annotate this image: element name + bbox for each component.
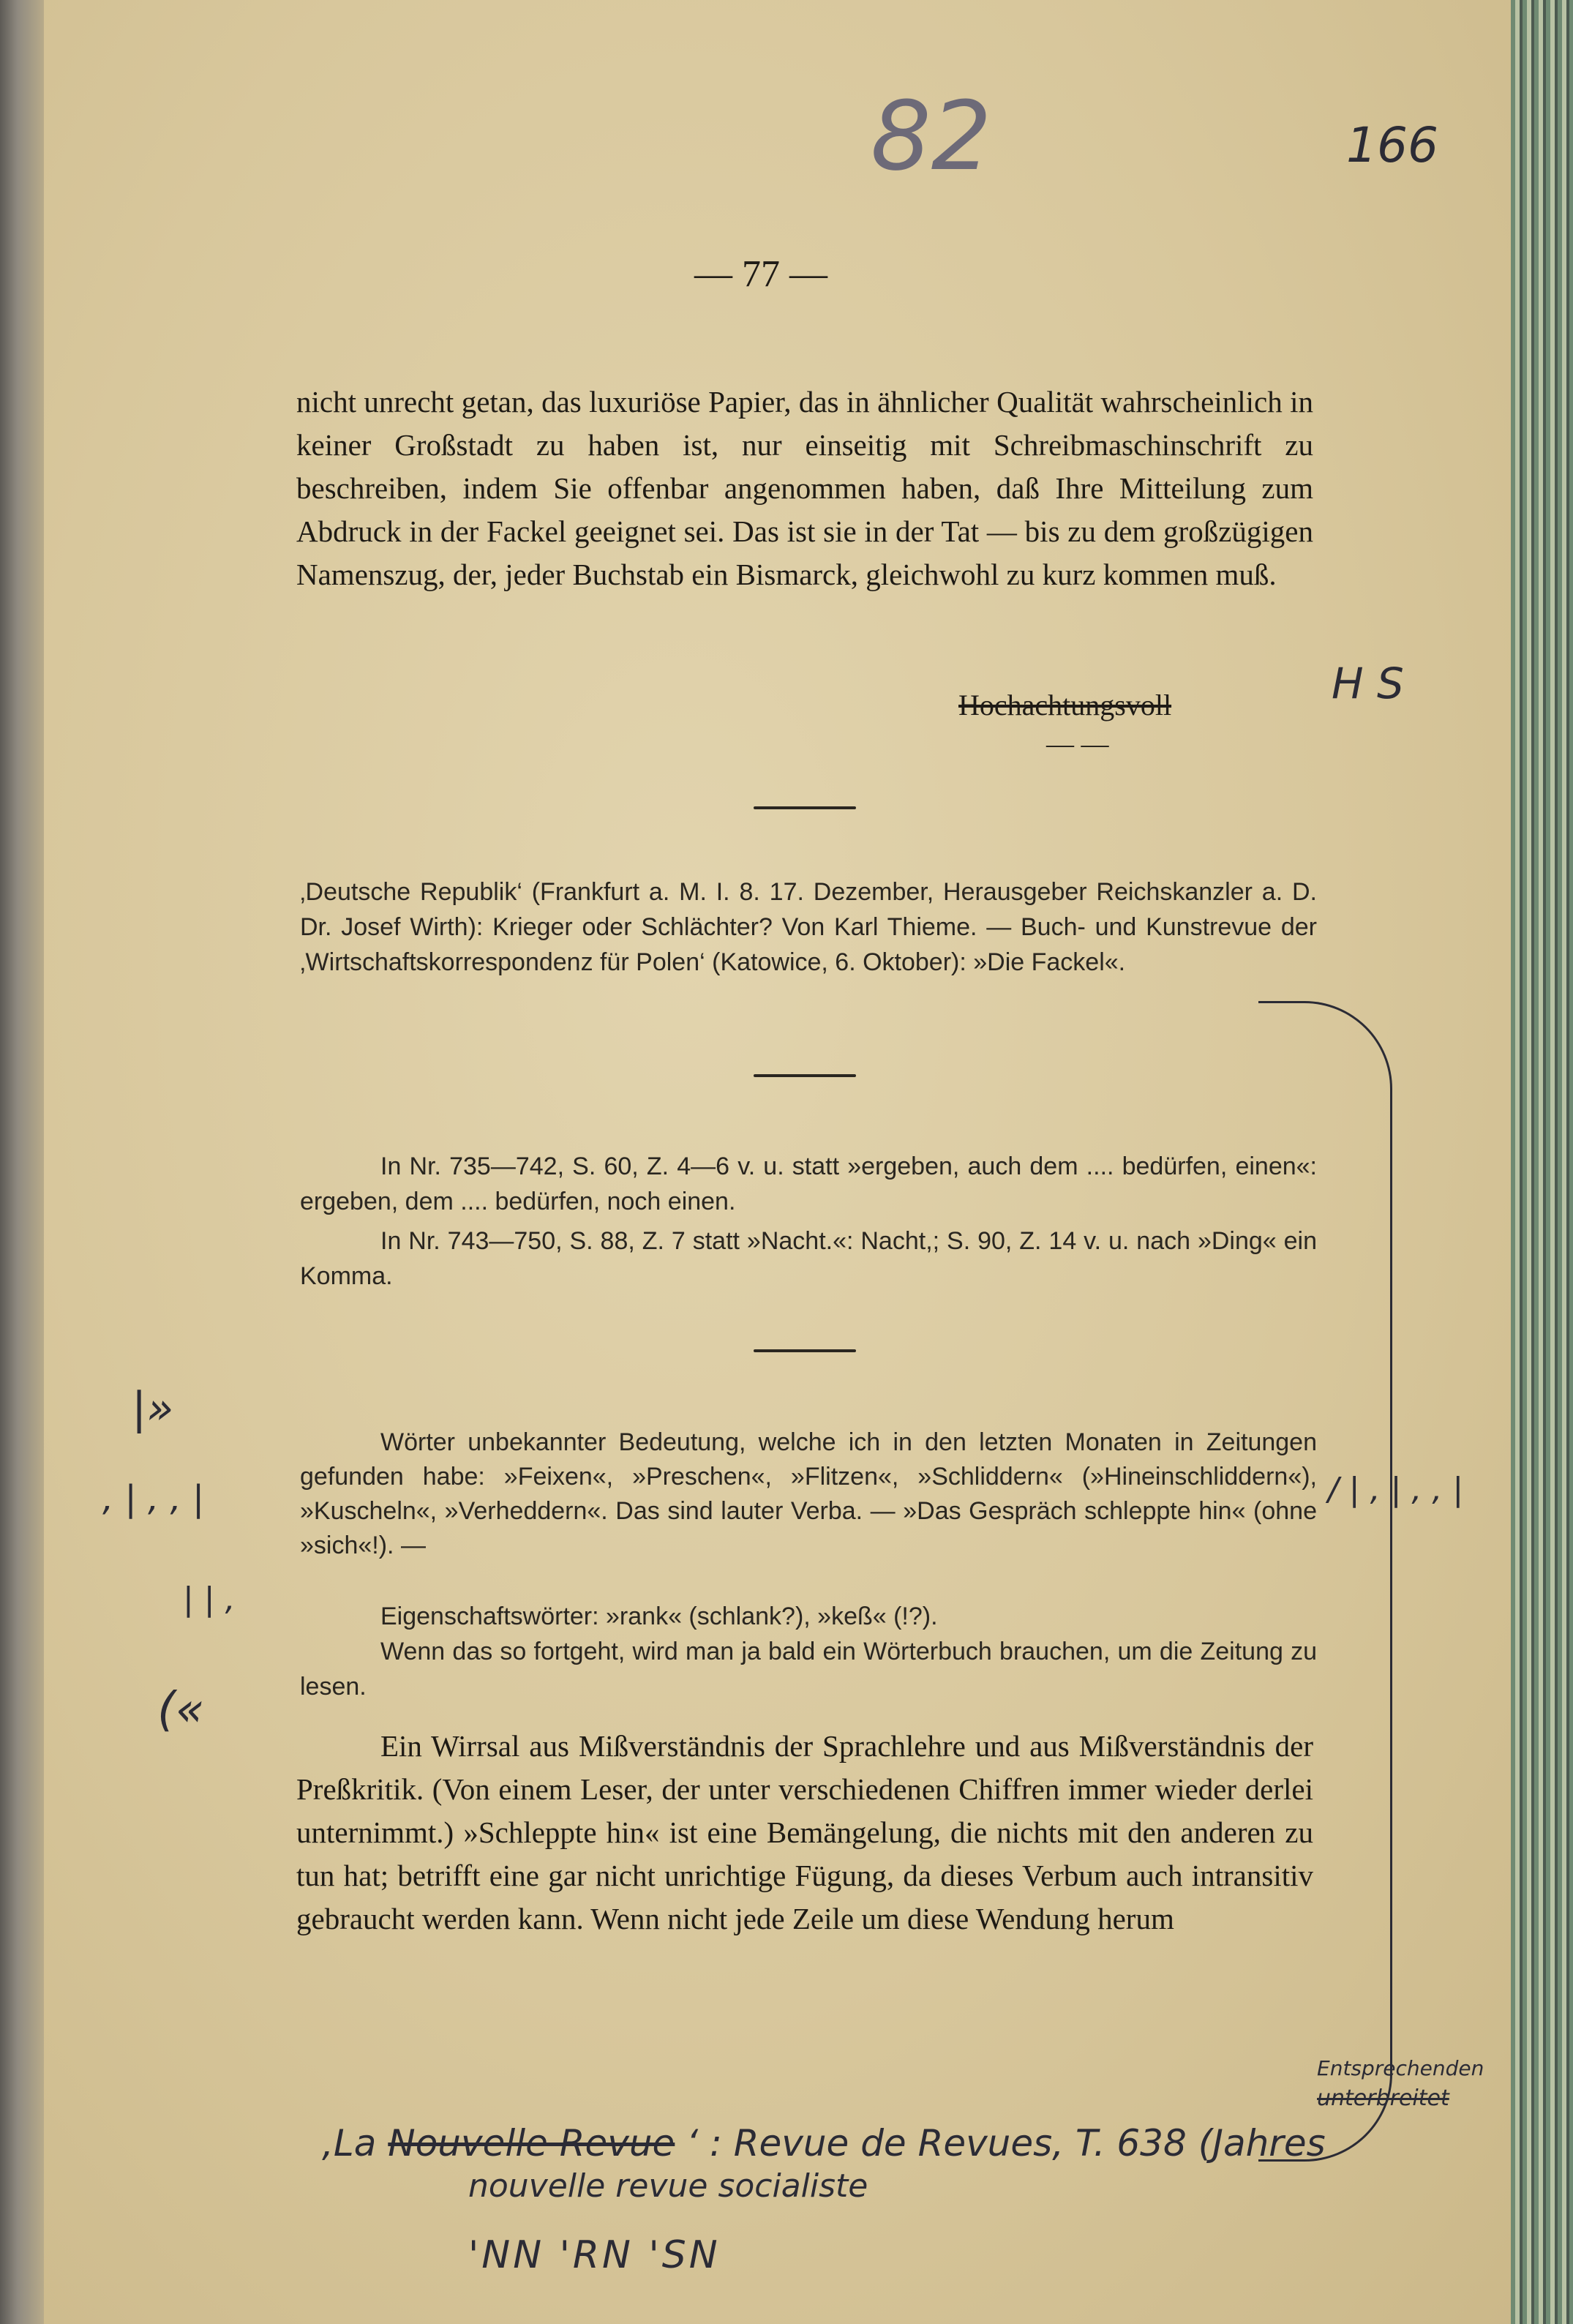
divider-1 xyxy=(754,806,856,809)
note-line-1 xyxy=(322,2122,1326,2164)
margin-mark-right: / | ‚ | ‚ ‚ | xyxy=(1328,1471,1464,1508)
paragraph-words-3: Wenn das so fortgeht, wird man ja bald ein Wörterbuch brauchen, um die Zeitung zu lesen. xyxy=(300,1638,1317,1701)
paragraph-letter-end: nicht unrecht getan, das luxuriöse Papier, das in ähnlicher Qualität wahrscheinlich in keiner Großstadt zu haben ist, nur einseitig mit Schreibmaschinschrift zu beschreiben, indem Sie offenbar angenommen haben, daß Ihre Mitteilung zum Abdruck in der Fackel geeignet sei. Das ist sie in der Tat — bis zu dem großzügigen Namenszug, der, jeder Buchstab ein Bismarck, gleichwohl zu kurz kommen muß. xyxy=(296,385,1313,591)
note-prefix: ‚La xyxy=(322,2122,377,2164)
divider-2 xyxy=(754,1074,856,1077)
paragraph-reply: Ein Wirrsal aus Mißverständnis der Sprachlehre und aus Mißverständnis der Preßkritik. (Von einem Leser, der unter verschiedenen Chiffren immer wieder derlei unternimmt.) »Schleppte hin« ist eine Bemängelung, die nichts mit den anderen zu tun hat; betrifft eine gar nicht unrichtige Fügung, da dieses Verbum auch intransitiv gebraucht werden kann. Wenn nicht jede Zeile um diese Wendung herum xyxy=(296,1729,1313,1935)
folio-handwritten: 82 xyxy=(871,80,992,192)
margin-bracket-line xyxy=(1258,1001,1392,2162)
paragraph-words-2: Eigenschaftswörter: »rank« (schlank?), »keß« (!?). xyxy=(380,1603,938,1630)
paragraph-errata-2: In Nr. 743—750, S. 88, Z. 7 statt »Nacht.«: Nacht,; S. 90, Z. 14 v. u. nach »Ding« ein Komma. xyxy=(300,1227,1317,1290)
closing-annotation: H S xyxy=(1332,659,1404,708)
page-stack-edge xyxy=(1511,0,1573,2324)
note-struck-2: unterbreitet xyxy=(1317,2085,1449,2111)
margin-mark-left-2: ‚ | ‚ ‚ | xyxy=(102,1478,205,1519)
note-line-2: nouvelle revue socialiste xyxy=(468,2167,868,2205)
note-above: Entsprechenden xyxy=(1317,2056,1484,2080)
paragraph-words-1: Wörter unbekannter Bedeutung, welche ich in den letzten Monaten in Zeitungen gefunden habe: »Feixen«, »Preschen«, »Flitzen«, »Schliddern« (»Hineinschliddern«), »Kuscheln«, »Verheddern«. Das sind lauter Verba. — »Das Gespräch schleppte hin« (ohne »sich«!). — xyxy=(300,1428,1317,1559)
press-notes-text: ‚Deutsche Republik‘ (Frankfurt a. M. I. 8. 17. Dezember, Herausgeber Reichskanzler a. D. Dr. Josef Wirth): Krieger oder Schlächter? Von Karl Thieme. — Buch- und Kunstrevue der ‚Wirtschaftskorrespondenz für Polen‘ (Katowice, 6. Oktober): »Die Fackel«. xyxy=(300,878,1317,976)
closing-struck: Hochachtungsvoll xyxy=(958,689,1172,721)
margin-mark-left-1: |» xyxy=(132,1383,174,1434)
paragraph-press-notes xyxy=(300,874,1317,980)
note-struck-title: Nouvelle Revue xyxy=(388,2122,675,2164)
page-number: — 77 — xyxy=(694,253,827,295)
note-line-3: 'NN 'RN 'SN xyxy=(468,2233,721,2277)
note-rest: ‘ : Revue de Revues, T. 638 (Jahres xyxy=(686,2122,1326,2164)
book-binding xyxy=(0,0,44,2324)
divider-3 xyxy=(754,1349,856,1352)
folio-number: 166 xyxy=(1346,117,1438,173)
small-dash: — — xyxy=(1046,729,1109,760)
margin-mark-left-4: (« xyxy=(157,1683,205,1737)
paragraph-errata-1: In Nr. 735—742, S. 60, Z. 4—6 v. u. statt »ergeben, auch dem .... bedürfen, einen«: ergeben, dem .... bedürfen, noch einen. xyxy=(300,1152,1317,1215)
margin-mark-left-3: | | ‚ xyxy=(183,1581,236,1618)
